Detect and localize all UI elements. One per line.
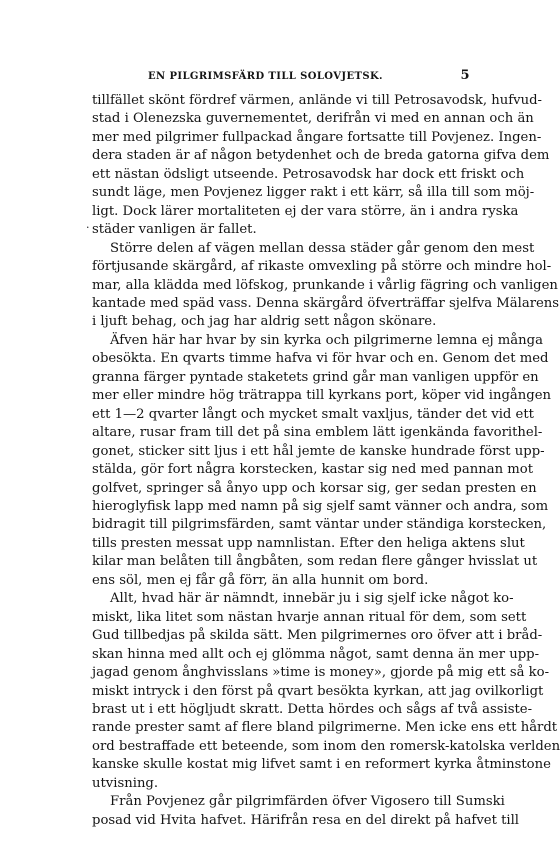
page-number: 5 (460, 68, 470, 83)
text-line: jagad genom ånghvisslans »time is money», gjorde på mig ett så ko- (92, 665, 550, 681)
text-line: förtjusande skärgård, af rikaste omvexling på större och mindre hol- (92, 259, 552, 275)
text-line: dera staden är af någon betydenhet och de breda gatorna gifva dem (92, 148, 550, 164)
text-line: ord bestraffade ett beteende, som inom den romersk-katolska verlden (92, 738, 560, 754)
text-line: mar, alla klädda med löfskog, prunkande i vårlig fägring och vanligen (92, 277, 558, 293)
text-line: kanske skulle kostat mig lifvet samt i en reformert kyrka åtminstone (92, 757, 551, 773)
text-line: tillfället skönt fördref värmen, anlände vi till Petrosavodsk, hufvud- (92, 93, 542, 108)
text-line: gonet, sticker sitt ljus i ett hål jemte de kanske hundrade först upp- (92, 443, 545, 459)
text-line: ett nästan ödsligt utseende. Petrosavodsk har dock ett friskt och (92, 166, 525, 182)
text-line: golfvet, springer så ånyo upp och korsar sig, ger sedan presten en (92, 480, 537, 496)
text-line: Gud tillbedjas på skilda sätt. Men pilgrimernes oro öfver att i bråd- (92, 628, 543, 644)
text-line: städer vanligen är fallet. (92, 222, 257, 238)
text-line: sundt läge, men Povjenez ligger rakt i ett kärr, så illa till som möj- (92, 185, 535, 201)
margin-mark: · (86, 221, 90, 234)
text-line: i ljuft behag, och jag har aldrig sett någon skönare. (92, 314, 437, 330)
running-title: EN PILGRIMSFÄRD TILL SOLOVJETSK. (148, 71, 383, 82)
text-line: tills presten messat upp namnlistan. Efter den heliga aktens slut (92, 535, 525, 551)
text-line: Från Povjenez går pilgrimfärden öfver Vigosero till Sumski (110, 794, 505, 810)
body-text (92, 92, 560, 830)
page-header (92, 68, 470, 86)
text-line: utvisning. (92, 775, 159, 791)
text-line: brast ut i ett högljudt skratt. Detta hördes och sågs af två assiste- (92, 701, 533, 717)
text-line: ens söl, men ej får gå förr, än alla hunnit om bord. (92, 572, 429, 588)
text-line: ett 1—2 qvarter långt och mycket smalt vaxljus, tänder det vid ett (92, 406, 534, 422)
text-line: bidragit till pilgrimsfärden, samt väntar under ständiga korstecken, (92, 517, 547, 533)
text-line: ligt. Dock lärer mortaliteten ej der vara större, än i andra ryska (92, 203, 519, 219)
text-line: kilar man belåten till ångbåten, som redan flere gånger hvisslat ut (92, 554, 538, 570)
text-line: stad i Olenezska guvernementet, derifrån vi med en annan och än (92, 111, 534, 127)
text-line: rande prester samt af flere bland pilgrimerne. Men icke ens ett hårdt (92, 720, 558, 736)
text-line: kantade med späd vass. Denna skärgård öfverträffar sjelfva Mälarens (92, 295, 560, 311)
text-line: posad vid Hvita hafvet. Härifrån resa en del direkt på hafvet till (92, 812, 520, 828)
text-line: altare, rusar fram till det på sina emblem lätt igenkända favorithel- (92, 425, 543, 441)
text-line: Äfven här har hvar by sin kyrka och pilgrimerne lemna ej många (110, 332, 543, 348)
text-line: miskt intryck i den först på qvart besökta kyrkan, att jag ovilkorligt (92, 683, 544, 699)
text-line: Större delen af vägen mellan dessa städer går genom den mest (110, 240, 535, 256)
text-line: granna färger pyntade staketets grind går man vanligen uppför en (92, 369, 539, 385)
text-line: miskt, lika litet som nästan hvarje annan ritual för dem, som sett (92, 609, 527, 625)
text-line: obesökta. En qvarts timme hafva vi för hvar och en. Genom det med (92, 351, 549, 367)
text-line: stälda, gör fort några korstecken, kastar sig ned med pannan mot (92, 462, 534, 478)
text-line: Allt, hvad här är nämndt, innebär ju i sig sjelf icke något ko- (110, 591, 514, 607)
text-line: hieroglyfisk lapp med namn på sig sjelf samt vänner och andra, som (92, 498, 549, 514)
text-line: mer med pilgrimer fullpackad ångare fortsatte till Povjenez. Ingen- (92, 129, 542, 145)
text-line: skan hinna med allt och ej glömma något, samt denna än mer upp- (92, 646, 540, 662)
text-line: mer eller mindre hög trätrappa till kyrkans port, köper vid ingången (92, 388, 552, 404)
